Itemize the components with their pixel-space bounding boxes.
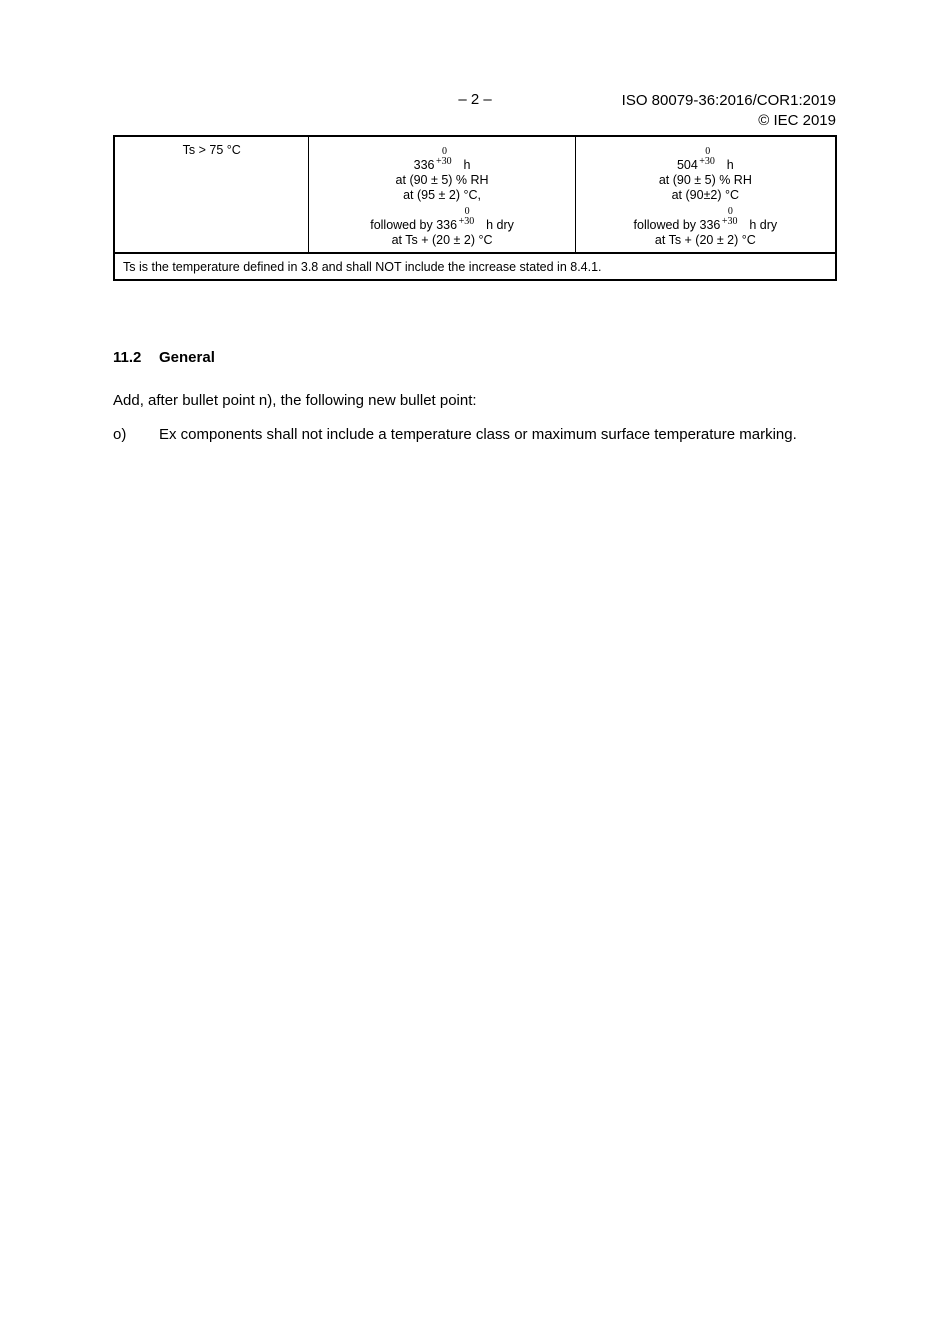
duration-unit: h	[726, 158, 734, 172]
tolerance-lower: 0	[442, 146, 447, 157]
test-cell-336h	[309, 136, 575, 253]
tolerance	[458, 206, 483, 233]
final-temperature-line: at Ts + (20 ± 2) °C	[654, 233, 756, 247]
bullet-text: Ex components shall not include a temperature class or maximum surface temperature marking.	[159, 426, 797, 443]
duration-value: 336	[413, 158, 435, 172]
section-heading	[113, 349, 215, 366]
tolerance	[699, 146, 723, 173]
followed-prefix: followed by 336	[370, 218, 458, 232]
temperature-line: at (90±2) °C	[671, 188, 740, 202]
tolerance-upper: +30	[699, 156, 715, 167]
tolerance	[436, 146, 460, 173]
table-note-row	[114, 253, 836, 280]
followed-suffix: h dry	[749, 218, 778, 232]
tolerance-upper: +30	[721, 216, 738, 227]
table-note: Ts is the temperature defined in 3.8 and shall NOT include the increase stated in 8.4.1.	[114, 253, 836, 280]
tolerance-lower: 0	[464, 206, 470, 217]
condition-text: Ts > 75 °C	[182, 143, 241, 157]
test-cell-504h	[575, 136, 836, 253]
followed-by-line	[309, 206, 574, 233]
tolerance-upper: +30	[436, 156, 452, 167]
document-header	[622, 91, 836, 131]
tolerance-upper: +30	[458, 216, 475, 227]
humidity-line: at (90 ± 5) % RH	[658, 173, 752, 187]
followed-prefix: followed by 336	[633, 218, 721, 232]
duration-unit: h	[463, 158, 471, 172]
bullet-marker: o)	[113, 426, 127, 443]
followed-suffix: h dry	[486, 218, 514, 232]
temperature-line: at (95 ± 2) °C,	[403, 188, 481, 202]
duration-line	[576, 146, 835, 173]
section-title: General	[159, 349, 215, 366]
humidity-line: at (90 ± 5) % RH	[395, 173, 489, 187]
table-row	[114, 136, 836, 253]
duration-line	[309, 146, 574, 173]
tolerance	[721, 206, 746, 233]
section-number: 11.2	[113, 349, 142, 366]
copyright-notice: © IEC 2019	[758, 112, 836, 129]
followed-by-line	[576, 206, 835, 233]
bullet-item	[113, 426, 837, 444]
test-conditions-table	[113, 135, 837, 281]
tolerance-lower: 0	[727, 206, 733, 217]
final-temperature-line: at Ts + (20 ± 2) °C	[391, 233, 493, 247]
intro-paragraph: Add, after bullet point n), the following new bullet point:	[113, 392, 477, 409]
page-number: – 2 –	[458, 91, 492, 108]
document-id: ISO 80079-36:2016/COR1:2019	[621, 92, 836, 109]
condition-cell	[114, 136, 309, 253]
duration-value: 504	[676, 158, 698, 172]
tolerance-lower: 0	[705, 146, 711, 157]
